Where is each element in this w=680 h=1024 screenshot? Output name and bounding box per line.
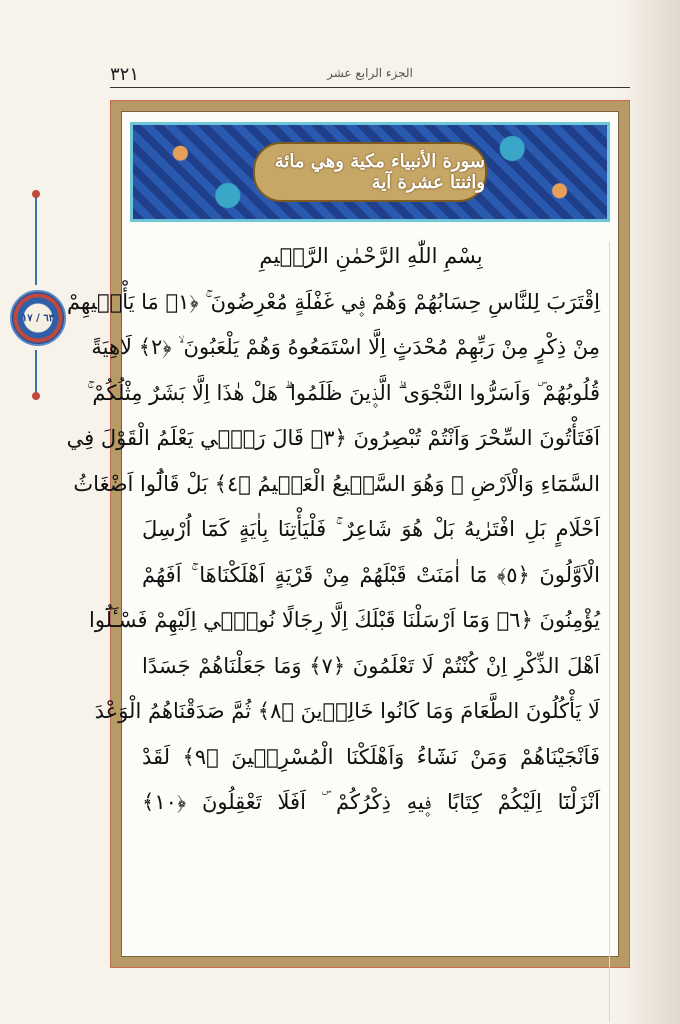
page-number: ٣٢١ xyxy=(110,64,140,85)
bismillah-line: بِسْمِ اللّٰهِ الرَّحْمٰنِ الرَّح۪يمِ xyxy=(259,244,483,268)
verse-line: السَّمَٓاءِ وَالْاَرْضِ ۘ وَهُوَ السَّم۪يعُ الْعَل۪يمُ ﴿٤﴾ بَلْ قَالُٓوا اَضْغَاثُ xyxy=(73,471,600,496)
inner-rule xyxy=(609,242,610,1022)
verse-line: الْاَوَّلُونَ ﴿٥﴾ مَٓا اٰمَنَتْ قَبْلَهُمْ مِنْ قَرْيَةٍ اَهْلَكْنَاهَا ۚ اَفَهُمْ xyxy=(142,562,601,587)
verse-line: اَهْلَ الذِّكْرِ اِنْ كُنْتُمْ لَا تَعْلَمُونَ ﴿٧﴾ وَمَا جَعَلْنَاهُمْ جَسَدًا xyxy=(142,653,600,678)
verse-line: اِقْتَرَبَ لِلنَّاسِ حِسَابُهُمْ وَهُمْ ف۪ي غَفْلَةٍ مُعْرِضُونَ ۚ ﴿١﴾ مَا يَأْت۪يهِمْ xyxy=(67,289,600,314)
verse-line: قُلُوبُهُمْ ۜ وَاَسَرُّوا النَّجْوَى ۗ الَّذ۪ينَ ظَلَمُوا ۗ هَلْ هٰذَا اِلَّا بَشَرٌ مِثْلُكُمْ ۚ xyxy=(87,380,600,405)
verse-line: فَاَنْجَيْنَاهُمْ وَمَنْ نَشَٓاءُ وَاَهْلَكْنَا الْمُسْرِف۪ينَ ﴿٩﴾ لَقَدْ xyxy=(142,744,600,769)
text-panel xyxy=(66,111,619,957)
margin-ornament-bottom xyxy=(35,350,37,400)
surah-title: سورة الأنبياء مكية وهي مائة واثنتا عشرة آية xyxy=(274,151,485,193)
juz-marker-text: ٦٣ / ١٧ xyxy=(21,312,55,324)
header-rule xyxy=(110,87,630,88)
verse-line: اَفَتَأْتُونَ السِّحْرَ وَاَنْتُمْ تُبْصِرُونَ ﴿٣﴾ قَالَ رَبّ۪ي يَعْلَمُ الْقَوْلَ فِي xyxy=(66,426,600,450)
verse-line: اَحْلَامٍ بَلِ افْتَرٰيهُ بَلْ هُوَ شَاعِرٌ ۚ فَلْيَأْتِنَا بِاٰيَةٍ كَمَٓا اُرْسِلَ xyxy=(142,517,600,541)
verse-line: يُؤْمِنُونَ ﴿٦﴾ وَمَٓا اَرْسَلْنَا قَبْلَكَ اِلَّا رِجَالًا نُوح۪ٓي اِلَيْهِمْ فَسْـَٔلُٓوا xyxy=(89,608,600,632)
verse-line: اَنْزَلْنَٓا اِلَيْكُمْ كِتَابًا ف۪يهِ ذِكْرُكُمْ ۜ اَفَلَا تَعْقِلُونَ ﴿١٠﴾ xyxy=(142,790,600,814)
margin-ornament-top xyxy=(35,190,37,285)
juz-label: الجزء الرابع عشر xyxy=(327,66,413,80)
verse-line: مِنْ ذِكْرٍ مِنْ رَبِّهِمْ مُحْدَثٍ اِلَّا اسْتَمَعُوهُ وَهُمْ يَلْعَبُونَ ۙ ﴿٢﴾ لَاهِيَةً xyxy=(91,335,600,359)
juz-medallion xyxy=(10,290,66,346)
verse-line: لَا يَأْكُلُونَ الطَّعَامَ وَمَا كَانُوا خَالِد۪ينَ ﴿٨﴾ ثُمَّ صَدَقْنَاهُمُ الْوَعْدَ xyxy=(94,699,600,723)
surah-cartouche xyxy=(253,142,487,202)
verse-block xyxy=(66,234,601,936)
page-frame xyxy=(66,100,630,968)
page-header xyxy=(110,62,630,88)
surah-banner xyxy=(130,122,610,222)
